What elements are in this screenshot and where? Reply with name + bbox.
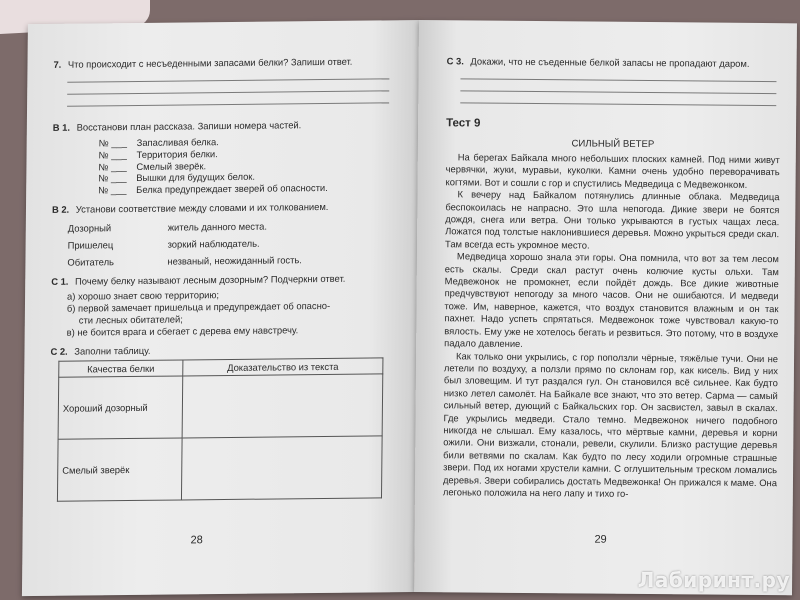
plan-item: № ___ Запасливая белка.	[98, 136, 219, 149]
task-text: Докажи, что не съеденные белкой запасы не пропадают даром.	[470, 55, 750, 69]
plan-item: № ___ Белка предупреждает зверей об опасности.	[98, 182, 328, 196]
watermark-logo: Лабиринт.ру	[637, 568, 790, 592]
task-label: В 2.	[51, 203, 70, 215]
left-page	[22, 20, 420, 596]
story-paragraph: Как только они укрылись, с гор поползли чёрные, тяжёлые тучи. Они не летели по воздуху, а ползли прямо по склонам гор, как кисель. Вид у них был зловещим. И тут раздался гул. Он становился всё сильнее. Как будто низко летел самолёт. На Байкале все знают, что это ветер. Сарма — самый сильный ветер, дующий с Байкальских гор. Он засвистел, завыл в скалах. Где укрылись медведи. Стало темно. Медвежонок ничего подобного никогда не слышал. Ему казалось, что мёртвые камни, деревья и корни ожили. Они визжали, стонали, ревели, скулили. Близко растущие деревья били ветвями по скалам. Как будто по лесу ходили огромные страшные звери. Под их ногами хрустели камни. С оглушительным треском ломались деревья. Звери собирались достать Медвежонка! Он прижался к маме. Она легонько положила на него лапу и тихо го-	[442, 349, 779, 499]
qualities-table	[57, 357, 384, 501]
test-title: Тест 9	[446, 117, 481, 130]
open-workbook	[22, 20, 792, 592]
story-paragraph: Медведица хорошо знала эти горы. Она помнила, что вот за тем лесом есть скалы. Среди скал растут очень колючие кусты ольхи. Там Медвежонок не промокнет, если пойдёт дождь. Все дикие животные предчувствуют непогоду за много часов. Они не ошибаются. И медведи тоже. Им, наверное, кажется, что воздух становится влажным и он так пахнет. Надо успеть спрятаться. Медвежонок тоже чувствовал какую-то вялость. Ему уже не хотелось бегать и резвиться. Это потому, что в воздухе падало давление.	[444, 250, 779, 350]
right-page	[414, 20, 797, 595]
task-label: С 2.	[50, 345, 68, 357]
task-7	[53, 54, 394, 107]
plan-item: № ___ Смелый зверёк.	[98, 159, 207, 172]
task-label: С 3.	[446, 55, 464, 67]
task-c3	[446, 54, 780, 106]
page-number: 29	[594, 533, 607, 546]
answer-line	[460, 91, 776, 106]
option: сти лесных обитателей;	[78, 313, 183, 326]
option: б) первой замечает пришельца и предупреждает об опасно-	[66, 299, 331, 314]
task-label: С 1.	[51, 275, 69, 287]
plan-list	[52, 134, 393, 197]
task-text: Заполни таблицу.	[74, 344, 151, 357]
plan-item: № ___ Территория белки.	[98, 147, 218, 161]
task-text: Восстанови план рассказа. Запиши номера частей.	[76, 119, 302, 133]
task-text: Установи соответствие между словами и их толкованием.	[75, 200, 329, 215]
table-header: Качества белки	[59, 360, 183, 377]
table-header: Доказательство из текста	[183, 358, 383, 376]
task-text: Почему белку называют лесным дозорным? Подчеркни ответ.	[74, 272, 346, 287]
table-cell: Смелый зверёк	[57, 438, 182, 501]
match-row: Пришелец зоркий наблюдатель.	[67, 237, 260, 251]
task-label: В 1.	[52, 121, 71, 133]
task-c2	[49, 341, 391, 502]
match-list	[51, 216, 392, 271]
empty-cell	[182, 374, 383, 438]
page-number: 28	[190, 534, 203, 547]
task-b2	[51, 199, 392, 271]
option-list	[51, 287, 392, 339]
option: а) хорошо знает свою территорию;	[67, 289, 220, 302]
task-b1	[52, 117, 393, 197]
answer-line	[67, 91, 389, 106]
table-cell: Хороший дозорный	[58, 376, 183, 439]
match-row: Дозорный житель данного места.	[67, 220, 268, 234]
plan-item: № ___ Вышки для будущих белок.	[98, 171, 256, 184]
empty-cell	[181, 436, 382, 500]
story-paragraph: На берегах Байкала много небольших плоских камней. Под ними живут червячки, жуки, муравьи, куколки. Камни очень удобно переворачивать когтями. Вот и сошли с гор и спустились Медведица с Медвежонком.	[445, 151, 780, 190]
match-row: Обитатель незваный, неожиданный гость.	[67, 254, 303, 268]
task-label: 7.	[53, 58, 62, 70]
table-row	[58, 374, 383, 439]
task-c1	[51, 271, 392, 339]
task-text: Что происходит с несъеденными запасами белки? Запиши ответ.	[67, 55, 353, 70]
story-title: СИЛЬНЫЙ ВЕТЕР	[571, 138, 655, 151]
option: в) не боится врага и сбегает с дерева ему навстречу.	[66, 324, 299, 338]
table-row	[57, 436, 382, 501]
story-paragraph: К вечеру над Байкалом потянулись длинные облака. Медведица беспокоилась не напрасно. Это шла непогода. Дикие звери не боятся дождя, снега или ветра. Они только укрываются в густых чащах леса. Ложатся под толстые наклонившиеся деревья. Можно укрыться среди скал. Там всегда есть укромное место.	[444, 188, 780, 251]
